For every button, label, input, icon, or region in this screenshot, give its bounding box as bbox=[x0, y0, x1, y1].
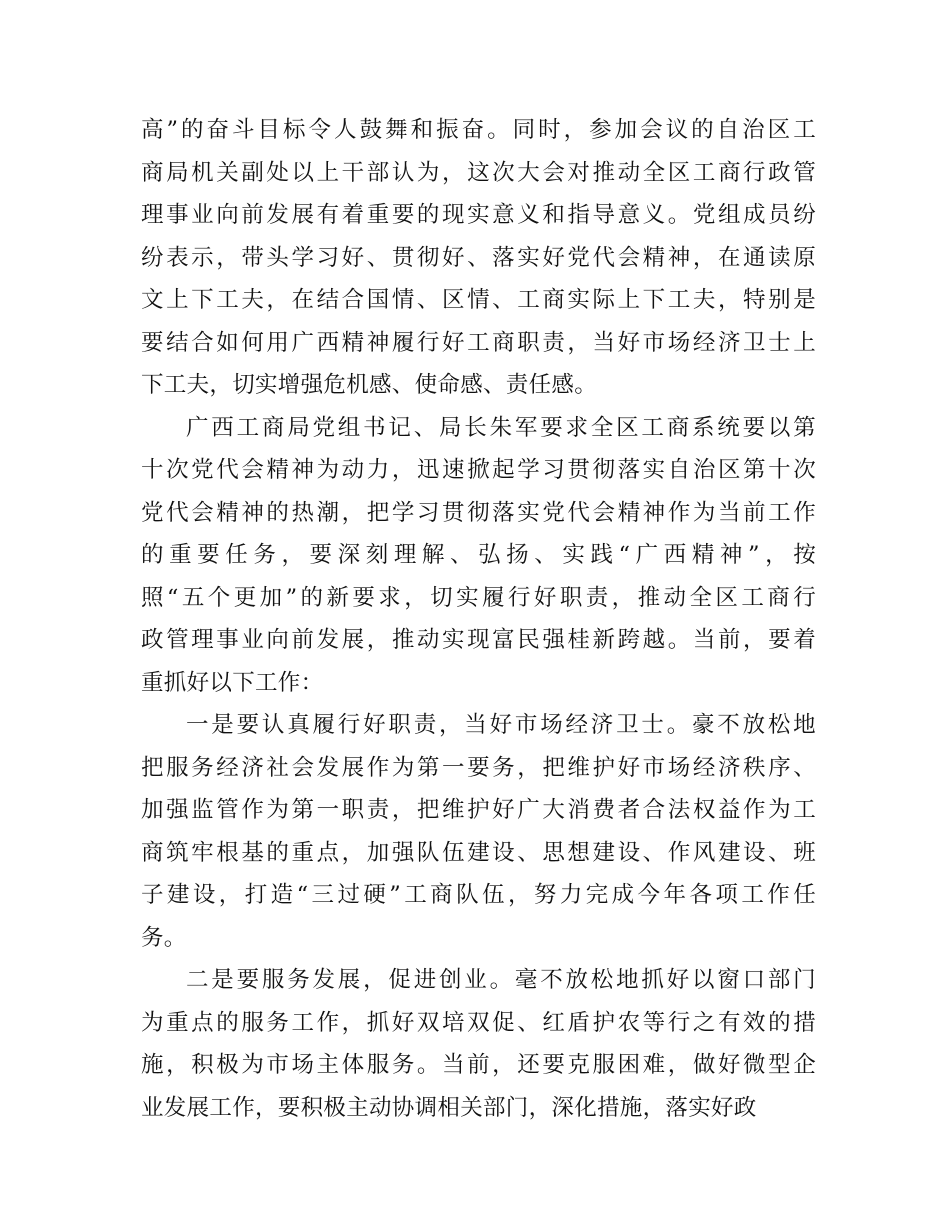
text-line: 广西工商局党组书记、局长朱军要求全区工商系统要以第 bbox=[186, 414, 816, 441]
text-line: 商局机关副处以上干部认为，这次大会对推动全区工商行政管 bbox=[141, 159, 816, 186]
text-line: 十次党代会精神为动力，迅速掀起学习贯彻落实自治区第十次 bbox=[141, 457, 816, 483]
text-line: 要结合如何用广西精神履行好工商职责，当好市场经济卫士上 bbox=[141, 329, 816, 356]
text-line: 加强监管作为第一职责，把维护好广大消费者合法权益作为工 bbox=[141, 797, 816, 823]
text-line: 重抓好以下工作： bbox=[141, 669, 324, 696]
text-line: 政管理事业向前发展，推动实现富民强桂新跨越。当前，要着 bbox=[141, 627, 816, 653]
text-line: 纷表示，带头学习好、贯彻好、落实好党代会精神，在通读原 bbox=[141, 244, 816, 271]
text-line: 业发展工作，要积极主动协调相关部门，深化措施，落实好政 bbox=[141, 1094, 757, 1121]
paragraph bbox=[141, 704, 816, 959]
paragraph bbox=[141, 959, 816, 1129]
text-line: 施，积极为市场主体服务。当前，还要克服困难，做好微型企 bbox=[141, 1052, 816, 1078]
document-body bbox=[141, 109, 816, 1129]
text-line: 把服务经济社会发展作为第一要务，把维护好市场经济秩序、 bbox=[141, 754, 816, 781]
text-line: 务。 bbox=[141, 924, 187, 951]
text-line: 二是要服务发展，促进创业。毫不放松地抓好以窗口部门 bbox=[186, 967, 816, 993]
text-line: 下工夫，切实增强危机感、使命感、责任感。 bbox=[141, 372, 598, 398]
text-line: 文上下工夫，在结合国情、区情、工商实际上下工夫，特别是 bbox=[141, 287, 816, 313]
paragraph bbox=[141, 407, 816, 705]
text-line: 高”的奋斗目标令人鼓舞和振奋。同时，参加会议的自治区工 bbox=[141, 117, 816, 143]
text-line: 党代会精神的热潮，把学习贯彻落实党代会精神作为当前工作 bbox=[141, 499, 816, 526]
text-line: 的重要任务，要深刻理解、弘扬、实践“广西精神”，按 bbox=[141, 542, 816, 568]
text-line: 理事业向前发展有着重要的现实意义和指导意义。党组成员纷 bbox=[141, 202, 816, 228]
text-line: 子建设，打造“三过硬”工商队伍，努力完成今年各项工作任 bbox=[141, 882, 816, 908]
text-line: 商筑牢根基的重点，加强队伍建设、思想建设、作风建设、班 bbox=[141, 839, 816, 866]
paragraph bbox=[141, 109, 816, 407]
text-line: 为重点的服务工作，抓好双培双促、红盾护农等行之有效的措 bbox=[141, 1009, 816, 1036]
text-line: 照“五个更加”的新要求，切实履行好职责，推动全区工商行 bbox=[141, 584, 816, 611]
text-line: 一是要认真履行好职责，当好市场经济卫士。豪不放松地 bbox=[186, 712, 816, 738]
